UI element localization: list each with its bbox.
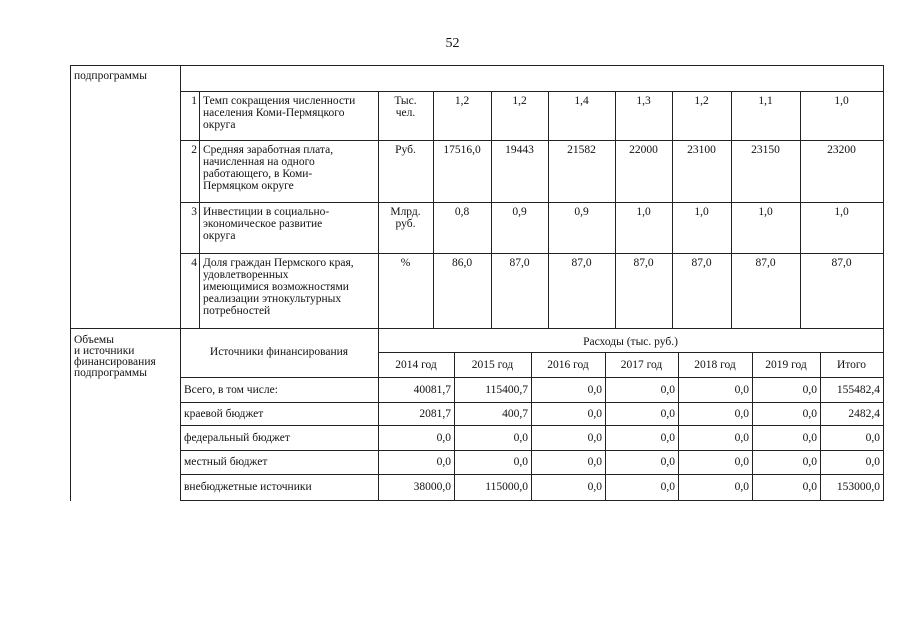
finance-year-header: 2018 год [694, 359, 736, 371]
table-h-rule [180, 377, 884, 378]
indicator-value: 23200 [827, 144, 856, 156]
finance-year-header: 2015 год [471, 359, 514, 371]
table-h-rule [70, 65, 884, 66]
table-h-rule [180, 425, 884, 426]
indicator-name-line: экономическое развитие [203, 218, 323, 230]
indicator-value: 0,8 [454, 206, 470, 218]
finance-row-value: 0,0 [734, 408, 749, 420]
finance-row-label: местный бюджет [184, 456, 268, 468]
indicator-value: 19443 [505, 144, 534, 156]
indicator-name-line: работающего, в Коми- [203, 168, 313, 180]
table-v-rule [605, 352, 606, 501]
indicator-value: 87,0 [571, 257, 592, 269]
indicator-name-line: реализации этнокультурных [203, 293, 342, 305]
indicator-value: 87,0 [509, 257, 530, 269]
indicator-value: 0,9 [512, 206, 527, 218]
finance-row-value: 0,0 [865, 456, 880, 468]
indicator-value: 1,0 [834, 206, 849, 218]
finance-year-header: 2014 год [395, 359, 437, 371]
table-h-rule [180, 253, 884, 254]
finance-row-value: 0,0 [802, 481, 817, 493]
finance-expenses-header: Расходы (тыс. руб.) [583, 336, 678, 348]
indicator-value: 1,0 [636, 206, 651, 218]
finance-row-value: 115400,7 [485, 384, 528, 396]
finance-row-label: федеральный бюджет [184, 432, 290, 444]
table-h-rule [180, 474, 884, 475]
table-v-rule [199, 91, 200, 329]
indicator-value: 1,2 [454, 95, 470, 107]
indicator-value: 23150 [751, 144, 780, 156]
indicator-unit: Руб. [395, 144, 416, 156]
indicator-value: 22000 [629, 144, 658, 156]
table-v-rule [454, 352, 455, 501]
table-h-rule [180, 91, 884, 92]
table-v-rule [180, 65, 181, 501]
table-h-rule [180, 140, 884, 141]
section-label-subprogram: подпрограммы [74, 70, 147, 82]
indicator-value: 87,0 [755, 257, 776, 269]
indicator-value: 17516,0 [443, 144, 481, 156]
indicator-name-line: Средняя заработная плата, [203, 144, 334, 156]
indicator-name-line: населения Коми-Пермяцкого [203, 107, 345, 119]
finance-row-value: 400,7 [502, 408, 528, 420]
finance-row-value: 0,0 [660, 408, 675, 420]
indicator-value: 1,1 [758, 95, 773, 107]
finance-left-label-line: подпрограммы [74, 367, 147, 379]
table-v-rule [752, 352, 753, 501]
table-v-rule [531, 352, 532, 501]
finance-left-label-line: Объемы [74, 334, 114, 346]
indicator-unit: Млрд. [390, 206, 421, 218]
indicator-name-line: удовлетворенных [203, 269, 289, 281]
indicator-name-line: Пермяцком округе [203, 180, 294, 192]
finance-row-value: 0,0 [802, 456, 817, 468]
finance-year-header: 2017 год [620, 359, 663, 371]
finance-row-value: 0,0 [660, 432, 675, 444]
indicator-number: 2 [191, 144, 197, 156]
finance-row-value: 0,0 [587, 432, 602, 444]
finance-row-value: 0,0 [802, 432, 817, 444]
finance-row-value: 0,0 [513, 456, 528, 468]
indicator-name-line: Инвестиции в социально- [203, 206, 330, 218]
finance-row-value: 0,0 [865, 432, 880, 444]
indicator-value: 86,0 [451, 257, 473, 269]
indicator-name-line: округа [203, 230, 236, 242]
indicator-value: 1,3 [636, 95, 651, 107]
table-h-rule [180, 500, 884, 501]
finance-row-value: 0,0 [587, 456, 602, 468]
table-h-rule [180, 402, 884, 403]
finance-year-header: Итого [836, 359, 867, 371]
finance-year-header: 2016 год [547, 359, 589, 371]
indicator-number: 1 [191, 95, 197, 107]
table-v-rule [678, 352, 679, 501]
finance-row-value: 155482,4 [836, 384, 880, 396]
finance-left-label-line: финансирования [74, 356, 156, 368]
table-h-rule [180, 450, 884, 451]
indicator-number: 4 [191, 257, 197, 269]
indicator-value: 21582 [567, 144, 596, 156]
indicator-value: 1,2 [694, 95, 709, 107]
page-number: 52 [445, 36, 460, 51]
indicator-value: 1,2 [512, 95, 527, 107]
finance-row-value: 115000,0 [485, 481, 528, 493]
finance-row-value: 0,0 [587, 384, 602, 396]
finance-row-label: внебюджетные источники [184, 481, 312, 493]
indicator-unit: Тыс. [394, 95, 417, 107]
indicator-name-line: потребностей [203, 305, 271, 317]
finance-row-value: 0,0 [660, 481, 675, 493]
table-v-rule [820, 352, 821, 501]
indicator-number: 3 [191, 206, 197, 218]
finance-row-value: 0,0 [436, 432, 451, 444]
finance-row-value: 2482,4 [848, 408, 880, 420]
table-v-rule [883, 65, 884, 501]
indicator-unit: % [400, 257, 411, 269]
finance-row-value: 2081,7 [419, 408, 451, 420]
finance-row-value: 0,0 [734, 456, 749, 468]
indicator-value: 23100 [687, 144, 716, 156]
indicator-value: 1,0 [694, 206, 709, 218]
finance-row-value: 40081,7 [413, 384, 451, 396]
indicator-name-line: округа [203, 119, 236, 131]
indicator-value: 87,0 [633, 257, 654, 269]
indicator-value: 1,0 [758, 206, 773, 218]
indicator-unit: чел. [395, 107, 416, 119]
table-h-rule [180, 202, 884, 203]
finance-row-value: 0,0 [436, 456, 451, 468]
finance-row-value: 0,0 [660, 456, 675, 468]
indicator-name-line: начисленная на одного [203, 156, 315, 168]
indicator-unit: руб. [395, 218, 416, 230]
finance-row-value: 0,0 [802, 408, 817, 420]
indicator-value: 87,0 [691, 257, 712, 269]
finance-sources-header: Источники финансирования [209, 346, 349, 358]
finance-row-value: 0,0 [587, 481, 602, 493]
finance-row-value: 153000,0 [836, 481, 880, 493]
finance-row-value: 0,0 [734, 384, 749, 396]
finance-row-value: 0,0 [660, 384, 675, 396]
finance-row-value: 0,0 [734, 481, 749, 493]
indicator-value: 0,9 [574, 206, 589, 218]
indicator-name-line: Доля граждан Пермского края, [203, 257, 354, 269]
table-h-rule [70, 328, 884, 329]
finance-year-header: 2019 год [765, 359, 807, 371]
finance-row-label: Всего, в том числе: [184, 384, 278, 396]
table-v-rule [70, 65, 71, 501]
indicator-value: 1,0 [834, 95, 849, 107]
indicator-value: 87,0 [831, 257, 852, 269]
finance-row-value: 0,0 [802, 384, 817, 396]
finance-row-label: краевой бюджет [184, 408, 264, 420]
finance-row-value: 0,0 [734, 432, 749, 444]
indicator-value: 1,4 [574, 95, 589, 107]
finance-row-value: 0,0 [513, 432, 528, 444]
finance-row-value: 38000,0 [413, 481, 451, 493]
finance-left-label-line: и источники [74, 345, 135, 357]
indicator-name-line: имеющимися возможностями [203, 281, 349, 293]
finance-row-value: 0,0 [587, 408, 602, 420]
indicator-name-line: Темп сокращения численности [203, 95, 356, 107]
